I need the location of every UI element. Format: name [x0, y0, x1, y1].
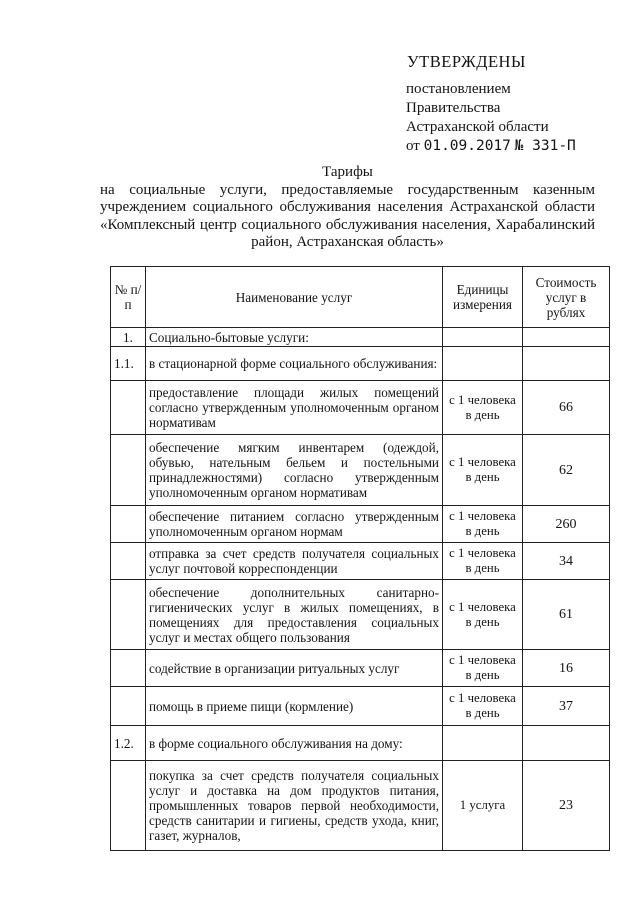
row-name: отправка за счет средств получателя социальных услуг почтовой корреспонденции — [146, 543, 443, 580]
approval-heading: УТВЕРЖДЕНЫ — [407, 52, 526, 71]
row-unit: с 1 человека в день — [443, 381, 523, 435]
row-unit: с 1 человека в день — [443, 580, 523, 650]
approval-date: 01.09.2017 — [423, 138, 511, 154]
row-cost: 62 — [523, 435, 610, 506]
row-unit — [443, 328, 523, 347]
table-row — [111, 726, 610, 761]
row-cost: 37 — [523, 687, 610, 726]
row-name: покупка за счет средств получателя социальных услуг и доставка на дом продуктов питания, промышленных товаров первой необходимости, средств санитарии и гигиены, средств ухода, книг, газет, журналов, — [146, 761, 443, 851]
row-name: содействие в организации ритуальных услуг — [146, 650, 443, 687]
row-num — [111, 543, 146, 580]
row-cost: 61 — [523, 580, 610, 650]
row-cost: 66 — [523, 381, 610, 435]
header-num: № п/п — [111, 267, 146, 328]
document-subtitle: на социальные услуги, предоставляемые государственным казенным учреждением социального обслуживания населения Астраханской области «Комплексный центр социального обслуживания населения, Харабалинский район, Астраханская область» — [100, 181, 595, 250]
date-prefix: от — [406, 138, 420, 154]
row-unit: с 1 человека в день — [443, 506, 523, 543]
row-cost: 34 — [523, 543, 610, 580]
row-unit: с 1 человека в день — [443, 650, 523, 687]
row-cost — [523, 347, 610, 381]
row-cost — [523, 328, 610, 347]
header-name: Наименование услуг — [146, 267, 443, 328]
row-cost: 260 — [523, 506, 610, 543]
row-name: Социально-бытовые услуги: — [146, 328, 443, 347]
approval-date-line — [406, 137, 576, 156]
table-row — [111, 687, 610, 726]
table-row — [111, 761, 610, 851]
table-row — [111, 328, 610, 347]
tariffs-table — [110, 266, 610, 851]
row-cost: 23 — [523, 761, 610, 851]
row-num — [111, 761, 146, 851]
row-name: помощь в приеме пищи (кормление) — [146, 687, 443, 726]
table-row — [111, 347, 610, 381]
row-name: в стационарной форме социального обслуживания: — [146, 347, 443, 381]
row-num — [111, 687, 146, 726]
header-unit: Единицы измерения — [443, 267, 523, 328]
table-row — [111, 435, 610, 506]
row-num — [111, 435, 146, 506]
title-block — [100, 164, 595, 252]
row-name: обеспечение дополнительных санитарно-гигиенических услуг в жилых помещениях, в помещениях для предоставления социальных услуг и местах общего пользования — [146, 580, 443, 650]
table-row — [111, 650, 610, 687]
row-name: обеспечение питанием согласно утвержденным уполномоченным органом нормам — [146, 506, 443, 543]
table-row — [111, 381, 610, 435]
document-title: Тарифы — [322, 164, 373, 180]
table-row — [111, 580, 610, 650]
table-row — [111, 506, 610, 543]
row-unit — [443, 726, 523, 761]
row-cost: 16 — [523, 650, 610, 687]
row-num — [111, 506, 146, 543]
row-num: 1.1. — [111, 347, 146, 381]
row-name: в форме социального обслуживания на дому: — [146, 726, 443, 761]
row-name: обеспечение мягким инвентарем (одеждой, обувью, нательным бельем и постельными принадлежностями) согласно утвержденным уполномоченным органом нормативам — [146, 435, 443, 506]
resolution-number: № 331-П — [514, 138, 576, 154]
row-num: 1.2. — [111, 726, 146, 761]
approval-line-3: Астраханской области — [406, 119, 549, 135]
approval-line-1: постановлением — [406, 81, 511, 97]
row-num — [111, 580, 146, 650]
approval-line-2: Правительства — [406, 100, 501, 116]
row-unit: с 1 человека в день — [443, 543, 523, 580]
row-num — [111, 381, 146, 435]
table-header-row — [111, 267, 610, 328]
approval-block — [406, 80, 576, 156]
row-unit: 1 услуга — [443, 761, 523, 851]
row-unit: с 1 человека в день — [443, 435, 523, 506]
row-unit: с 1 человека в день — [443, 687, 523, 726]
row-num — [111, 650, 146, 687]
table-row — [111, 543, 610, 580]
row-num: 1. — [111, 328, 146, 347]
row-cost — [523, 726, 610, 761]
row-unit — [443, 347, 523, 381]
header-cost: Стоимость услуг в рублях — [523, 267, 610, 328]
row-name: предоставление площади жилых помещений согласно утвержденным уполномоченным органом нормативам — [146, 381, 443, 435]
